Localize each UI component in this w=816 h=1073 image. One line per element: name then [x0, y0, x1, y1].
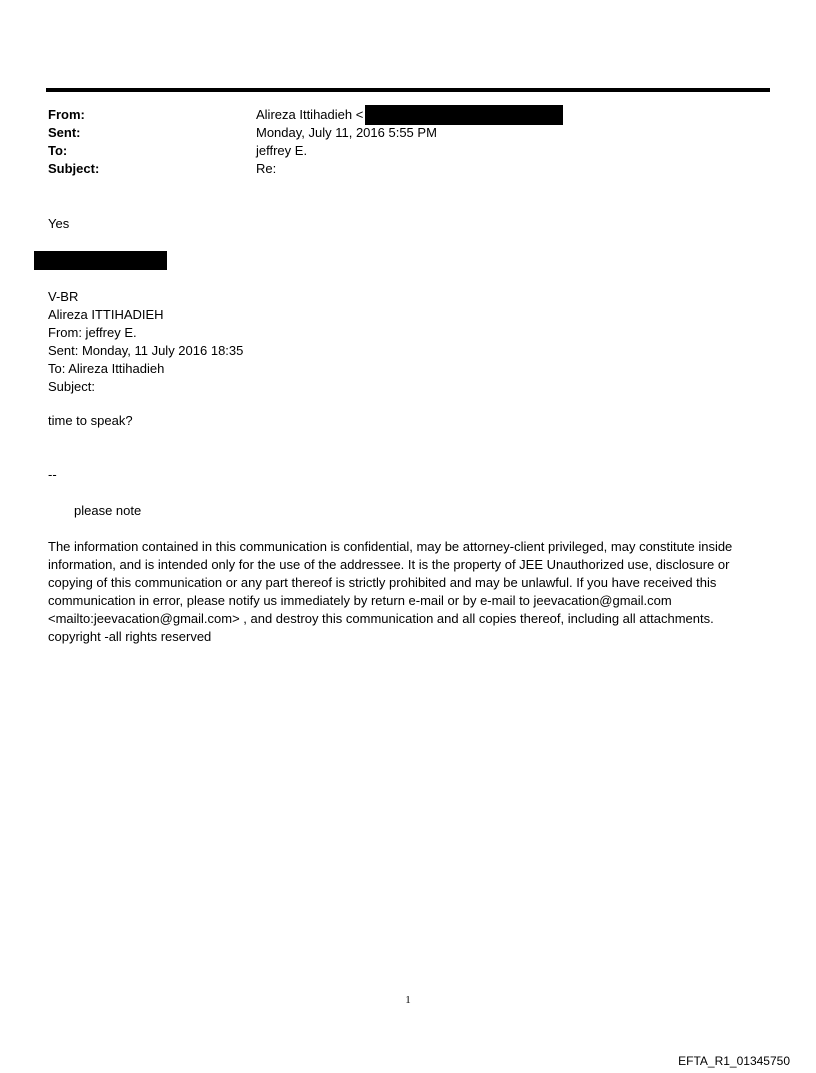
confidentiality-disclaimer: The information contained in this communication is confidential, may be attorney-client privileged, may constitute inside information, and is intended only for the use of the addressee. It is the property of JEE Unauthorized use, disclosure or copying of this communication or any part thereof is strictly prohibited and may be unlawful. If you have received this communication in error, please notify us immediately by return e-mail or by e-mail to jeevacation@gmail.com <mailto:jeevacation@gmail.com> , and destroy this communication and all copies thereof, including all attachments. copyright -all rights reserved: [48, 539, 733, 644]
sent-value: Monday, July 11, 2016 5:55 PM: [256, 125, 437, 140]
signature-separator: --: [48, 467, 57, 482]
quoted-subject: Subject:: [48, 379, 95, 394]
redacted-block: [34, 251, 167, 270]
email-header: [48, 106, 748, 178]
quoted-sent: Sent: Monday, 11 July 2016 18:35: [48, 343, 244, 358]
subject-value: Re:: [256, 161, 277, 176]
quoted-from: From: jeffrey E.: [48, 325, 137, 340]
redacted-email: [365, 105, 563, 125]
quoted-section: [48, 288, 243, 396]
page-number: 1: [405, 994, 411, 1006]
signature-line-2: Alireza ITTIHADIEH: [48, 307, 164, 322]
quoted-message: time to speak?: [48, 413, 133, 428]
subject-label: Subject:: [48, 161, 100, 176]
from-name: Alireza Ittihadieh <: [256, 107, 364, 122]
header-divider: [46, 88, 770, 92]
sent-row: [48, 124, 748, 142]
to-row: [48, 142, 748, 160]
quoted-to: To: Alireza Ittihadieh: [48, 361, 165, 376]
signature-line-1: V-BR: [48, 289, 79, 304]
please-note: please note: [74, 503, 142, 518]
from-value: [256, 106, 748, 124]
from-label: From:: [48, 107, 85, 122]
subject-row: [48, 160, 748, 178]
reply-text: Yes: [48, 216, 70, 231]
to-value: jeffrey E.: [256, 143, 308, 158]
from-row: [48, 106, 748, 124]
to-label: To:: [48, 143, 68, 158]
sent-label: Sent:: [48, 125, 81, 140]
document-id: EFTA_R1_01345750: [678, 1054, 790, 1068]
